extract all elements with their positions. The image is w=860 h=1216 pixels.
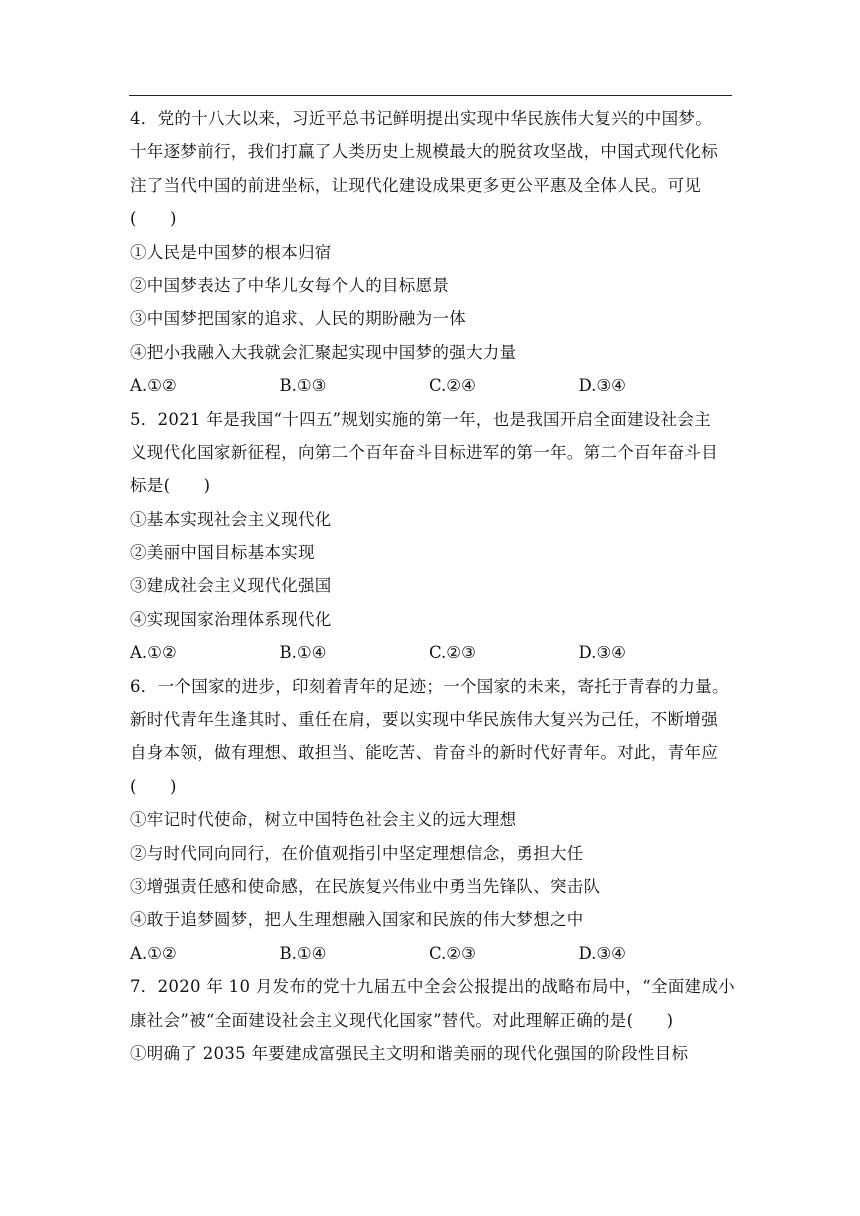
statement-option: ③增强责任感和使命感，在民族复兴伟业中勇当先锋队、突击队 [130,876,601,896]
statement-option: ①明确了 2035 年要建成富强民主文明和谐美丽的现代化强国的阶段性目标 [130,1043,689,1063]
question-stem-line: 康社会”被“全面建设社会主义现代化国家”替代。对此理解正确的是( ) [130,1010,674,1030]
question-stem-line: 注了当代中国的前进坐标，让现代化建设成果更多更公平惠及全体人民。可见 [130,175,702,195]
question-7 [130,970,736,1070]
question-stem-line: 义现代化国家新征程，向第二个百年奋斗目标进军的第一年。第二个百年奋斗目 [130,442,718,462]
question-stem-line: 十年逐梦前行，我们打赢了人类历史上规模最大的脱贫攻坚战，中国式现代化标 [130,142,718,162]
statement-option: ②中国梦表达了中华儿女每个人的目标愿景 [130,275,450,295]
question-4 [130,102,736,403]
question-stem-line: 新时代青年生逢其时、重任在肩，要以实现中华民族伟大复兴为己任，不断增强 [130,710,718,730]
statement-option: ④把小我融入大我就会汇聚起实现中国梦的强大力量 [130,342,517,362]
question-stem-line: 5．2021 年是我国“十四五”规划实施的第一年，也是我国开启全面建设社会主 [130,409,712,429]
question-6 [130,670,736,971]
header-rule [129,95,732,96]
answer-choices [130,937,736,970]
choice-c: C.②③ [429,643,476,663]
choice-b: B.①④ [279,943,327,963]
statement-option: ③中国梦把国家的追求、人民的期盼融为一体 [130,309,466,329]
choice-c: C.②③ [429,943,476,963]
question-stem-line: 标是( ) [130,476,211,496]
choice-a: A.①② [130,943,177,963]
choice-a: A.①② [130,376,177,396]
statement-option: ④实现国家治理体系现代化 [130,609,332,629]
statement-option: ③建成社会主义现代化强国 [130,576,332,596]
statement-option: ①人民是中国梦的根本归宿 [130,242,332,262]
choice-d: D.③④ [578,643,626,663]
choice-a: A.①② [130,643,177,663]
statement-option: ④敢于追梦圆梦，把人生理想融入国家和民族的伟大梦想之中 [130,910,584,930]
choice-d: D.③④ [578,943,626,963]
question-5 [130,403,736,670]
answer-blank: ( ) [130,776,177,796]
statement-option: ②与时代同向同行，在价值观指引中坚定理想信念，勇担大任 [130,843,584,863]
answer-choices [130,636,736,669]
answer-choices [130,369,736,402]
statement-option: ①基本实现社会主义现代化 [130,509,332,529]
choice-b: B.①④ [279,643,327,663]
choice-d: D.③④ [578,376,626,396]
statement-option: ②美丽中国目标基本实现 [130,543,315,563]
choice-c: C.②④ [429,376,476,396]
statement-option: ①牢记时代使命，树立中国特色社会主义的远大理想 [130,810,517,830]
exam-questions [130,102,736,1070]
question-stem-line: 6．一个国家的进步，印刻着青年的足迹；一个国家的未来，寄托于青春的力量。 [130,676,729,696]
question-stem-line: 自身本领，做有理想、敢担当、能吃苦、肯奋斗的新时代好青年。对此，青年应 [130,743,718,763]
choice-b: B.①③ [279,376,327,396]
question-stem-line: 4．党的十八大以来，习近平总书记鲜明提出实现中华民族伟大复兴的中国梦。 [130,109,712,128]
question-stem-line: 7．2020 年 10 月发布的党十九届五中全会公报提出的战略布局中，“全面建成小 [130,977,735,997]
answer-blank: ( ) [130,209,177,229]
